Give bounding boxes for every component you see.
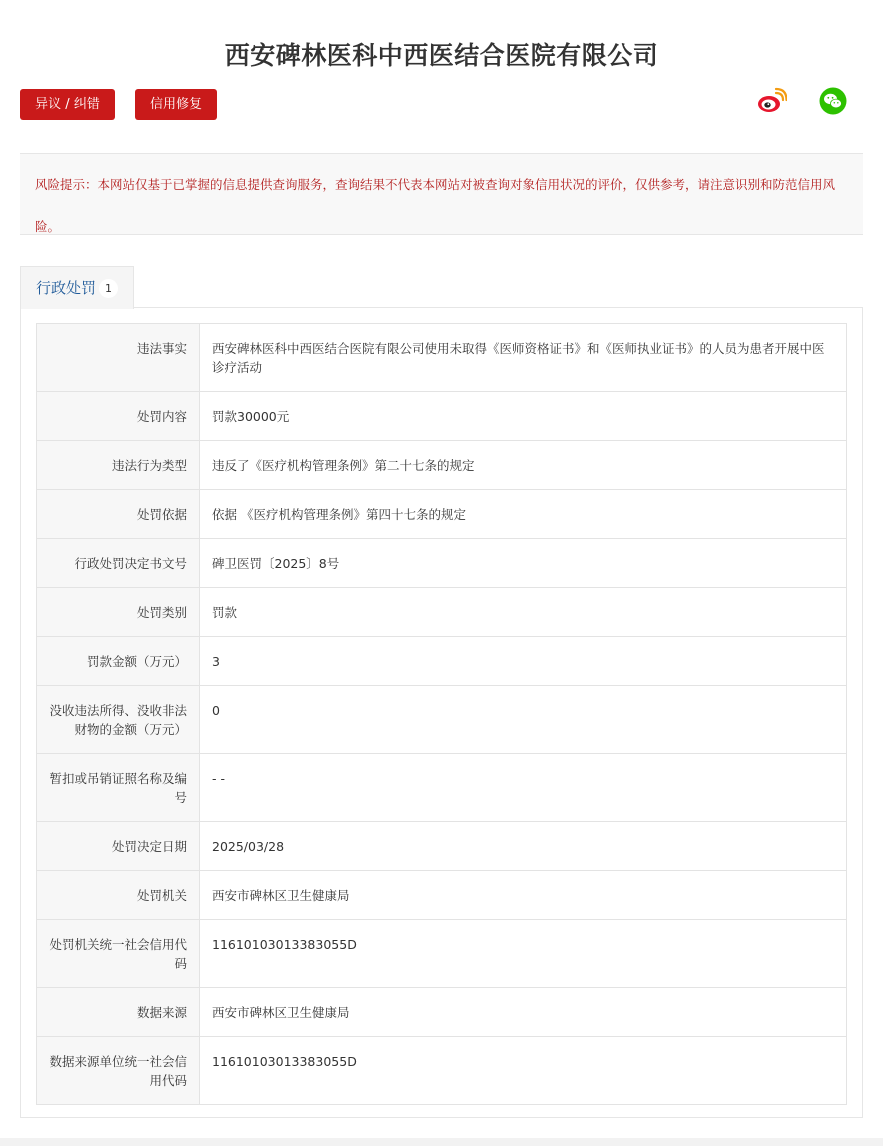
table-row xyxy=(37,441,847,490)
row-value: 2025/03/28 xyxy=(200,822,847,871)
row-value: 11610103013383055D xyxy=(200,1037,847,1105)
row-value: 罚款 xyxy=(200,588,847,637)
row-label: 处罚类别 xyxy=(37,588,200,637)
row-value: 西安市碑林区卫生健康局 xyxy=(200,988,847,1037)
footer-divider xyxy=(0,1138,883,1146)
credit-repair-button[interactable]: 信用修复 xyxy=(135,89,217,120)
row-label: 数据来源单位统一社会信用代码 xyxy=(37,1037,200,1105)
row-value: 3 xyxy=(200,637,847,686)
row-value: 西安碑林医科中西医结合医院有限公司使用未取得《医师资格证书》和《医师执业证书》的人员为患者开展中医诊疗活动 xyxy=(200,324,847,392)
risk-notice: 风险提示：本网站仅基于已掌握的信息提供查询服务，查询结果不代表本网站对被查询对象信用状况的评价，仅供参考，请注意识别和防范信用风险。 xyxy=(20,153,863,235)
row-value: 依据 《医疗机构管理条例》第四十七条的规定 xyxy=(200,490,847,539)
table-row xyxy=(37,490,847,539)
row-value: 违反了《医疗机构管理条例》第二十七条的规定 xyxy=(200,441,847,490)
row-value: 碑卫医罚〔2025〕8号 xyxy=(200,539,847,588)
row-label: 处罚机关 xyxy=(37,871,200,920)
table-row xyxy=(37,1037,847,1105)
row-label: 违法事实 xyxy=(37,324,200,392)
row-value: - - xyxy=(200,754,847,822)
row-label: 暂扣或吊销证照名称及编号 xyxy=(37,754,200,822)
table-row xyxy=(37,539,847,588)
row-label: 数据来源 xyxy=(37,988,200,1037)
penalty-detail-table xyxy=(36,323,847,1105)
table-row xyxy=(37,324,847,392)
weibo-icon[interactable] xyxy=(757,87,787,115)
row-label: 处罚机关统一社会信用代码 xyxy=(37,920,200,988)
row-label: 处罚依据 xyxy=(37,490,200,539)
table-row xyxy=(37,754,847,822)
row-value: 0 xyxy=(200,686,847,754)
row-label: 违法行为类型 xyxy=(37,441,200,490)
table-row xyxy=(37,920,847,988)
row-label: 罚款金额（万元） xyxy=(37,637,200,686)
row-label: 行政处罚决定书文号 xyxy=(37,539,200,588)
table-row xyxy=(37,822,847,871)
table-row xyxy=(37,686,847,754)
tab-count-badge: 1 xyxy=(99,279,118,298)
row-label: 处罚决定日期 xyxy=(37,822,200,871)
table-row xyxy=(37,988,847,1037)
row-value: 西安市碑林区卫生健康局 xyxy=(200,871,847,920)
row-value: 11610103013383055D xyxy=(200,920,847,988)
table-row xyxy=(37,637,847,686)
table-row xyxy=(37,588,847,637)
page-title: 西安碑林医科中西医结合医院有限公司 xyxy=(224,41,659,70)
table-row xyxy=(37,871,847,920)
row-label: 没收违法所得、没收非法财物的金额（万元） xyxy=(37,686,200,754)
row-label: 处罚内容 xyxy=(37,392,200,441)
objection-button[interactable]: 异议 / 纠错 xyxy=(20,89,115,120)
table-row xyxy=(37,392,847,441)
row-value: 罚款30000元 xyxy=(200,392,847,441)
tab-administrative-penalty[interactable] xyxy=(20,266,134,309)
wechat-icon[interactable] xyxy=(819,87,847,115)
tab-label: 行政处罚 xyxy=(36,279,97,297)
